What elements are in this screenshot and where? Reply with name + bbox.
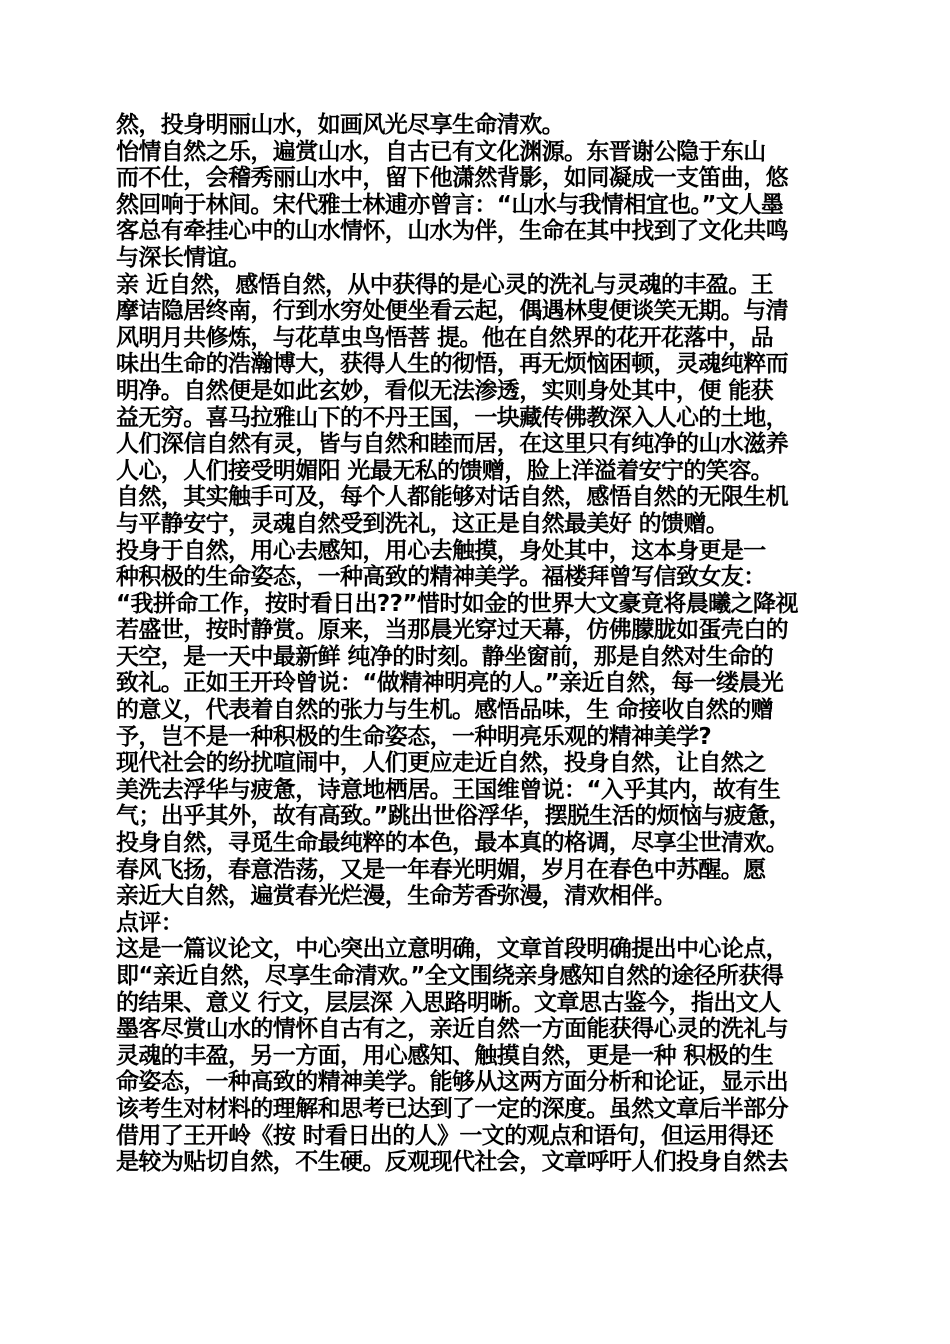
text-line: 投身自然，寻觅生命最纯粹的本色，最本真的格调，尽享尘世清欢。	[116, 830, 789, 857]
text-line: 命姿态，一种高致的精神美学。能够从这两方面分析和论证，显示出	[116, 1069, 789, 1096]
text-line: 点评：	[116, 909, 184, 936]
text-line: 春风飞扬，春意浩荡，又是一年春光明媚，岁月在春色中苏醒。愿	[116, 856, 766, 883]
text-line: 然回响于林间。宋代雅士林逋亦曾言：“山水与我情相宜也。”文人墨	[116, 191, 784, 218]
text-line: 种积极的生命姿态，一种高致的精神美学。福楼拜曾写信致女友：	[116, 564, 766, 591]
text-line: 是较为贴切自然，不生硬。反观现代社会，文章呼吁人们投身自然去	[116, 1149, 789, 1176]
text-line: 气；出乎其外，故有高致。”跳出世俗浮华，摆脱生活的烦恼与疲惫，	[116, 803, 792, 830]
text-line: 现代社会的纷扰喧闹中，人们更应走近自然，投身自然，让自然之	[116, 750, 766, 777]
text-line: 自然，其实触手可及，每个人都能够对话自然，感悟自然的无限生机	[116, 484, 789, 511]
text-line: 致礼。正如王开玲曾说：“做精神明亮的人。”亲近自然，每一缕晨光	[116, 670, 784, 697]
text-line: 而不仕，会稽秀丽山水中，留下他潇然背影，如同凝成一支笛曲，悠	[116, 165, 789, 192]
text-line: 与深长情谊。	[116, 244, 251, 271]
text-line: 亲近大自然，遍赏春光烂漫，生命芳香弥漫，清欢相伴。	[116, 883, 677, 910]
text-line: 明净。自然便是如此玄妙，看似无法渗透，实则身处其中，便 能获	[116, 377, 774, 404]
text-line: “我拼命工作，按时看日出??”惜时如金的世界大文豪竟将晨曦之降视	[116, 590, 798, 617]
text-line: 即“亲近自然，尽享生命清欢。”全文围绕亲身感知自然的途径所获得	[116, 963, 784, 989]
text-line: 该考生对材料的理解和思考已达到了一定的深度。虽然文章后半部分	[116, 1095, 789, 1122]
text-line: 益无穷。喜马拉雅山下的不丹王国，一块藏传佛教深入人心的土地，	[116, 404, 789, 431]
text-line: 灵魂的丰盈，另一方面，用心感知、触摸自然，更是一种 积极的生	[116, 1042, 774, 1069]
text-line: 若盛世，按时静赏。原来，当那晨光穿过天幕，仿佛朦胧如蛋壳白的	[116, 617, 789, 644]
text-line: 人们深信自然有灵，皆与自然和睦而居，在这里只有纯净的山水滋养	[116, 431, 789, 458]
text-line: 借用了王开岭《按 时看日出的人》一文的观点和语句，但运用得还	[116, 1122, 774, 1149]
text-line: 这是一篇议论文，中心突出立意明确，文章首段明确提出中心论点，	[116, 936, 789, 963]
text-line: 客总有牵挂心中的山水情怀，山水为伴，生命在其中找到了文化共鸣	[116, 218, 789, 245]
text-line: 风明月共修炼，与花草虫鸟悟菩 提。他在自然界的花开花落中，品	[116, 324, 774, 351]
text-line: 亲 近自然，感悟自然，从中获得的是心灵的洗礼与灵魂的丰盈。王	[116, 271, 774, 298]
essay-text	[116, 112, 838, 1176]
text-line: 美洗去浮华与疲惫，诗意地栖居。王国维曾说：“入乎其内，故有生	[116, 776, 781, 803]
text-line: 予，岂不是一种积极的生命姿态，一种明亮乐观的精神美学?	[116, 723, 712, 750]
text-line: 怡情自然之乐，遍赏山水，自古已有文化渊源。东晋谢公隐于东山	[116, 138, 766, 165]
text-line: 摩诘隐居终南，行到水穷处便坐看云起，偶遇林叟便谈笑无期。与清	[116, 298, 789, 325]
text-line: 的结果、意义 行文，层层深 入思路明晰。文章思古鉴今，指出文人	[116, 989, 781, 1016]
text-line: 与平静安宁，灵魂自然受到洗礼，这正是自然最美好 的馈赠。	[116, 510, 729, 537]
text-line: 墨客尽赏山水的情怀自古有之，亲近自然一方面能获得心灵的洗礼与	[116, 1016, 789, 1043]
text-line: 味出生命的浩瀚博大，获得人生的彻悟，再无烦恼困顿，灵魂纯粹而	[116, 351, 789, 378]
text-line: 投身于自然，用心去感知，用心去触摸，身处其中，这本身更是一	[116, 537, 766, 564]
text-line: 然，投身明丽山水，如画风光尽享生命清欢。	[116, 112, 565, 138]
text-line: 人心，人们接受明媚阳 光最无私的馈赠，脸上洋溢着安宁的笑容。	[116, 457, 774, 484]
text-line: 天空，是一天中最新鲜 纯净的时刻。静坐窗前，那是自然对生命的	[116, 643, 774, 670]
text-line: 的意义，代表着自然的张力与生机。感悟品味，生 命接收自然的赠	[116, 697, 774, 724]
